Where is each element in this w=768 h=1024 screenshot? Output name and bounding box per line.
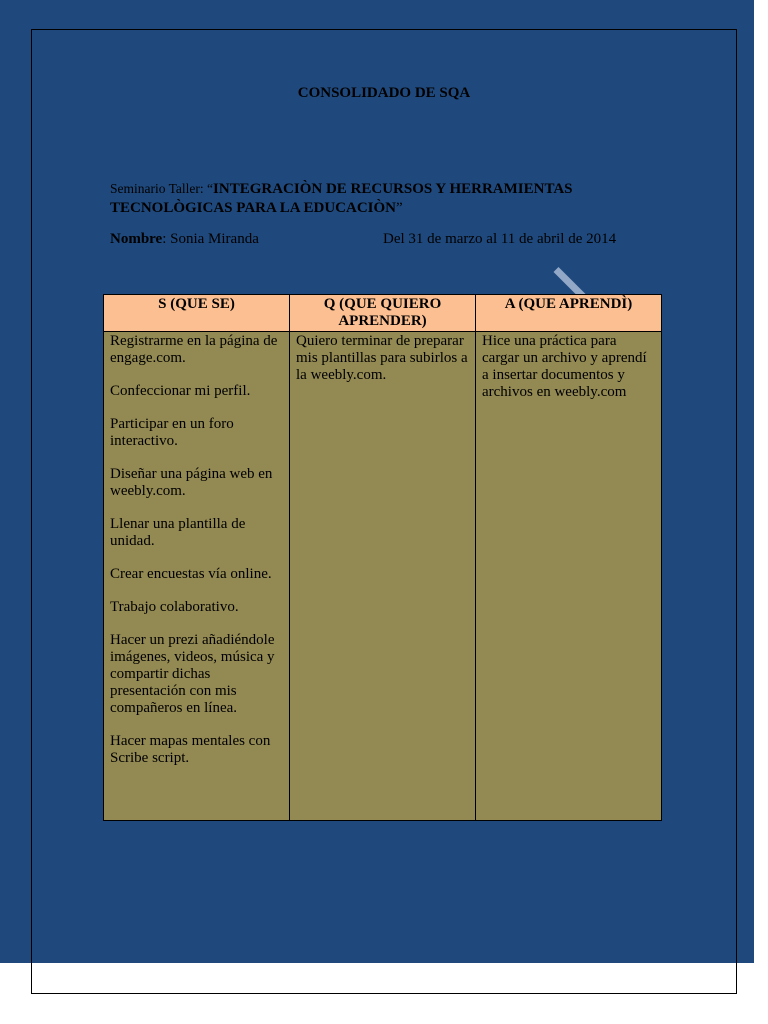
seminar-label: Seminario Taller: “	[110, 181, 214, 196]
name-value: : Sonia Miranda	[162, 231, 259, 247]
list-item: Hacer un prezi añadiéndole imágenes, videos, música y compartir dichas presentación con mis compañeros en línea.	[110, 632, 275, 716]
cell-s	[104, 332, 290, 821]
document-title: CONSOLIDADO DE SQA	[297, 85, 471, 101]
header-q: Q (QUE QUIERO APRENDER)	[290, 295, 476, 332]
seminar-quote-close: ”	[396, 200, 403, 216]
seminar-title: INTEGRACIÒN DE RECURSOS Y HERRAMIENTAS TECNOLÒGICAS PARA LA EDUCACIÒN	[110, 181, 573, 216]
cell-q: Quiero terminar de preparar mis plantillas para subirlos a la weebly.com.	[290, 332, 476, 821]
list-item: Llenar una plantilla de unidad.	[110, 516, 246, 549]
seminar-line	[110, 179, 650, 218]
name-label: Nombre	[110, 231, 163, 247]
list-item: Confeccionar mi perfil.	[110, 383, 251, 399]
header-s: S (QUE SE)	[104, 295, 290, 332]
header-a: A (QUE APRENDÌ)	[476, 295, 662, 332]
table-header-row	[104, 295, 662, 332]
list-item: Trabajo colaborativo.	[110, 599, 239, 615]
list-item: Hacer mapas mentales con Scribe script.	[110, 733, 271, 766]
sqa-table	[103, 294, 662, 821]
cell-a: Hice una práctica para cargar un archivo y aprendí a insertar documentos y archivos en weebly.com	[476, 332, 662, 821]
date-range: Del 31 de marzo al 11 de abril de 2014	[383, 231, 617, 247]
list-item: Registrarme en la página de engage.com.	[110, 333, 278, 366]
list-item: Participar en un foro interactivo.	[110, 416, 234, 449]
list-item: Diseñar una página web en weebly.com.	[110, 466, 273, 499]
table-row	[104, 332, 662, 821]
list-item: Crear encuestas vía online.	[110, 566, 272, 582]
